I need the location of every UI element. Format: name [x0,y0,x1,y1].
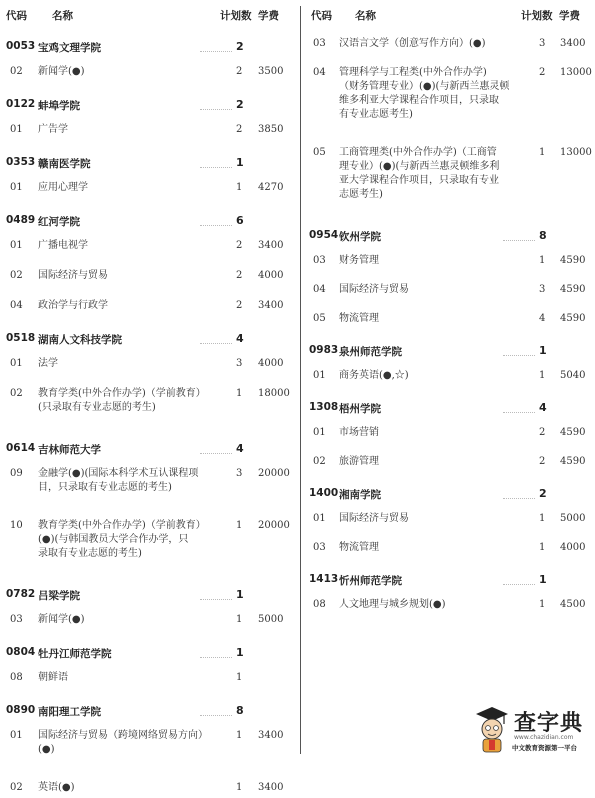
graduate-mascot-icon [474,704,510,754]
right-table-body [303,24,595,614]
major-row [0,110,300,140]
major-code: 01 [10,730,23,741]
major-row [303,241,595,270]
institution-name: 红河学院 [38,216,80,228]
major-name-line: 物流管理 [339,313,379,324]
major-name [38,65,85,79]
institution-row [0,82,300,110]
major-name-line: （财务管理专业）(●)(与新西兰惠灵顿 [339,81,510,92]
major-name [339,254,379,268]
major-name [38,123,68,137]
major-row [303,53,595,133]
major-plan: 2 [539,67,546,78]
major-fee: 4500 [560,599,586,610]
major-name-line: 教育学类(中外合作办学)（学前教育） [38,520,206,531]
major-name-line: 应用心理学 [38,182,88,193]
major-name-line: (●) [38,744,55,755]
leader-dots [200,97,232,110]
major-name-line: 国际经济与贸易 [339,284,409,295]
major-row [303,528,595,557]
institution-name: 蚌埠学院 [38,100,80,112]
institution-name: 赣南医学院 [38,158,91,170]
major-plan: 2 [236,300,243,311]
major-row [303,499,595,528]
watermark-logo [474,700,595,757]
major-name-line: 维多利亚大学课程合作项目，只录取 [339,95,499,106]
major-fee: 20000 [258,520,290,531]
major-name-line: 英语(●) [38,782,75,793]
major-name-line: 理专业）(●)(与新西兰惠灵顿维多利 [339,161,500,172]
major-fee: 4590 [560,255,586,266]
major-fee: 3500 [258,66,284,77]
major-fee: 3400 [258,730,284,741]
major-name [38,269,108,283]
brand-url: www.chazidian.com [514,734,574,741]
major-row [303,299,595,328]
major-plan: 1 [539,542,546,553]
major-plan: 3 [236,358,243,369]
major-name [38,781,75,795]
major-fee: 18000 [258,388,290,399]
institution-row [0,688,300,716]
header-plan: 计划数 [220,10,252,22]
institution-name: 钦州学院 [339,231,381,243]
major-row [303,413,595,442]
major-code: 05 [313,147,326,158]
major-name-line: 亚大学课程合作项目，只录取有专业 [339,175,499,186]
major-fee: 4270 [258,182,284,193]
major-fee: 5000 [560,513,586,524]
major-name-line: 朝鲜语 [38,672,68,683]
institution-row [303,328,595,356]
major-name-line: 国际经济与贸易（跨境网络贸易方向） [38,730,208,741]
major-plan: 1 [236,614,243,625]
leader-dots [503,228,535,241]
major-name [38,387,206,415]
major-name [339,312,379,326]
leader-dots [200,703,232,716]
major-plan: 2 [236,124,243,135]
major-code: 01 [10,358,23,369]
institution-plan: 6 [236,214,244,227]
institution-code: 0353 [6,156,36,168]
institution-row [0,140,300,168]
major-name-line: 市场营销 [339,427,379,438]
major-row [0,374,300,426]
major-plan: 3 [236,468,243,479]
major-row [0,286,300,316]
institution-row [0,24,300,52]
major-code: 02 [10,270,23,281]
institution-name: 泉州师范学院 [339,346,402,358]
major-plan: 1 [539,370,546,381]
major-row [0,506,300,572]
major-name [38,357,58,371]
right-header-row [303,0,595,24]
leader-dots [200,645,232,658]
major-row [0,168,300,198]
major-code: 01 [313,370,326,381]
brand-name: 查字典 [514,711,584,736]
major-fee: 5000 [258,614,284,625]
major-name-line: 新闻学(●) [38,66,85,77]
major-name [339,598,446,612]
institution-row [303,213,595,241]
major-code: 09 [10,468,23,479]
institution-plan: 1 [539,344,547,357]
left-table-body [0,24,300,798]
institution-name: 湖南人文科技学院 [38,334,122,346]
major-name [38,613,85,627]
major-name [339,369,409,383]
major-code: 02 [313,456,326,467]
major-fee: 4000 [258,358,284,369]
major-name [38,519,206,561]
major-plan: 1 [236,182,243,193]
institution-plan: 2 [236,40,244,53]
major-row [0,344,300,374]
major-name-line: 新闻学(●) [38,614,85,625]
major-code: 05 [313,313,326,324]
major-code: 01 [313,513,326,524]
institution-plan: 2 [539,487,547,500]
major-plan: 2 [236,66,243,77]
major-code: 01 [313,427,326,438]
header-code: 代码 [311,10,332,22]
major-name [339,426,379,440]
major-row [0,226,300,256]
major-row [303,442,595,471]
major-code: 08 [10,672,23,683]
major-name-line: 汉语言文学（创意写作方向）(●) [339,38,486,49]
major-name [339,541,379,555]
major-fee: 3400 [258,240,284,251]
major-name [339,146,499,202]
institution-name: 牡丹江师范学院 [38,648,112,660]
institution-code: 0890 [6,704,36,716]
major-name [38,239,88,253]
header-name: 名称 [52,10,73,22]
major-name-line: 教育学类(中外合作办学)（学前教育） [38,388,206,399]
major-name-line: 录取有专业志愿的考生) [38,548,142,559]
major-plan: 1 [236,672,243,683]
major-fee: 4000 [560,542,586,553]
major-name-line: 管理科学与工程类(中外合作办学) [339,67,487,78]
left-header-row [0,0,300,24]
institution-plan: 1 [539,573,547,586]
major-name-line: 物流管理 [339,542,379,553]
institution-row [303,471,595,499]
institution-name: 宝鸡文理学院 [38,42,101,54]
major-name-line: 商务英语(●,☆) [339,370,409,381]
brand-slogan: 中文教育资源第一平台 [512,744,577,752]
major-plan: 1 [539,513,546,524]
institution-row [0,630,300,658]
institution-plan: 1 [236,156,244,169]
institution-code: 0614 [6,442,36,454]
institution-plan: 8 [236,704,244,717]
major-name [339,66,509,122]
institution-row [0,426,300,454]
institution-code: 1413 [309,573,339,585]
major-plan: 1 [236,520,243,531]
institution-plan: 4 [236,332,244,345]
major-code: 04 [313,67,326,78]
institution-plan: 4 [236,442,244,455]
major-row [0,454,300,506]
leader-dots [503,400,535,413]
major-code: 03 [313,542,326,553]
major-fee: 3400 [560,38,586,49]
institution-name: 忻州师范学院 [339,575,402,587]
major-fee: 4590 [560,456,586,467]
major-row [303,356,595,385]
major-plan: 3 [539,38,546,49]
institution-code: 0804 [6,646,36,658]
major-name [339,37,486,51]
major-row [0,600,300,630]
major-name-line: 广告学 [38,124,68,135]
major-name-line: 财务管理 [339,255,379,266]
major-plan: 1 [236,782,243,793]
major-name [339,283,409,297]
institution-code: 1400 [309,487,339,499]
institution-code: 0983 [309,344,339,356]
major-code: 02 [10,388,23,399]
major-plan: 1 [539,599,546,610]
leader-dots [503,572,535,585]
institution-code: 0053 [6,40,36,52]
major-name [38,729,208,757]
leader-dots [200,331,232,344]
header-fee: 学费 [559,10,580,22]
leader-dots [200,441,232,454]
major-code: 04 [313,284,326,295]
major-plan: 1 [236,730,243,741]
major-code: 10 [10,520,23,531]
major-row [0,716,300,768]
leader-dots [200,155,232,168]
institution-code: 1308 [309,401,339,413]
major-name-line: 广播电视学 [38,240,88,251]
leader-dots [200,587,232,600]
major-fee: 20000 [258,468,290,479]
major-plan: 3 [539,284,546,295]
major-fee: 13000 [560,67,592,78]
major-row [303,585,595,614]
major-code: 01 [10,240,23,251]
header-plan: 计划数 [521,10,553,22]
header-code: 代码 [6,10,27,22]
major-name-line: (●)(与韩国教员大学合作办学，只 [38,534,189,545]
major-name-line: 政治学与行政学 [38,300,108,311]
major-fee: 3400 [258,782,284,793]
major-plan: 2 [539,427,546,438]
major-name [38,671,68,685]
major-name [38,467,198,495]
institution-row [0,572,300,600]
leader-dots [503,486,535,499]
major-code: 01 [10,124,23,135]
major-name-line: 国际经济与贸易 [38,270,108,281]
major-row [0,658,300,688]
institution-code: 0489 [6,214,36,226]
major-code: 03 [313,255,326,266]
major-code: 02 [10,782,23,793]
institution-code: 0954 [309,229,339,241]
major-name-line: 目，只录取有专业志愿的考生) [38,482,172,493]
institution-code: 0518 [6,332,36,344]
institution-plan: 2 [236,98,244,111]
major-fee: 4000 [258,270,284,281]
major-code: 03 [10,614,23,625]
major-name [339,455,379,469]
header-fee: 学费 [258,10,279,22]
major-plan: 1 [236,388,243,399]
major-name [38,181,88,195]
major-fee: 13000 [560,147,592,158]
major-name [339,512,409,526]
major-plan: 2 [236,240,243,251]
major-code: 02 [10,66,23,77]
institution-name: 吉林师范大学 [38,444,101,456]
major-row [0,256,300,286]
major-plan: 4 [539,313,546,324]
major-code: 03 [313,38,326,49]
major-name [38,299,108,313]
major-name-line: 法学 [38,358,58,369]
major-name-line: (只录取有专业志愿的考生) [38,402,156,413]
major-code: 01 [10,182,23,193]
column-divider [300,6,301,754]
institution-name: 梧州学院 [339,403,381,415]
major-row [303,270,595,299]
major-name-line: 旅游管理 [339,456,379,467]
header-name: 名称 [355,10,376,22]
major-fee: 4590 [560,313,586,324]
major-fee: 4590 [560,427,586,438]
major-fee: 3400 [258,300,284,311]
major-plan: 1 [539,147,546,158]
major-fee: 5040 [560,370,586,381]
major-name-line: 国际经济与贸易 [339,513,409,524]
major-name-line: 人文地理与城乡规划(●) [339,599,446,610]
institution-row [0,198,300,226]
major-code: 04 [10,300,23,311]
major-name-line: 工商管理类(中外合作办学)（工商管 [339,147,497,158]
institution-plan: 4 [539,401,547,414]
major-plan: 2 [539,456,546,467]
leader-dots [200,213,232,226]
major-plan: 1 [539,255,546,266]
major-row [0,52,300,82]
major-fee: 3850 [258,124,284,135]
institution-row [303,385,595,413]
major-name-line: 有专业志愿考生) [339,109,413,120]
major-row [0,768,300,798]
leader-dots [200,39,232,52]
institution-code: 0122 [6,98,36,110]
institution-name: 南阳理工学院 [38,706,101,718]
major-row [303,24,595,53]
major-name-line: 志愿考生) [339,189,383,200]
major-plan: 2 [236,270,243,281]
institution-plan: 1 [236,646,244,659]
institution-plan: 1 [236,588,244,601]
institution-row [0,316,300,344]
leader-dots [503,343,535,356]
institution-code: 0782 [6,588,36,600]
right-column [303,0,595,757]
major-row [303,133,595,213]
institution-name: 吕梁学院 [38,590,80,602]
major-fee: 4590 [560,284,586,295]
institution-row [303,557,595,585]
major-name-line: 金融学(●)(国际本科学术互认课程项 [38,468,199,479]
institution-plan: 8 [539,229,547,242]
major-code: 08 [313,599,326,610]
institution-name: 湘南学院 [339,489,381,501]
